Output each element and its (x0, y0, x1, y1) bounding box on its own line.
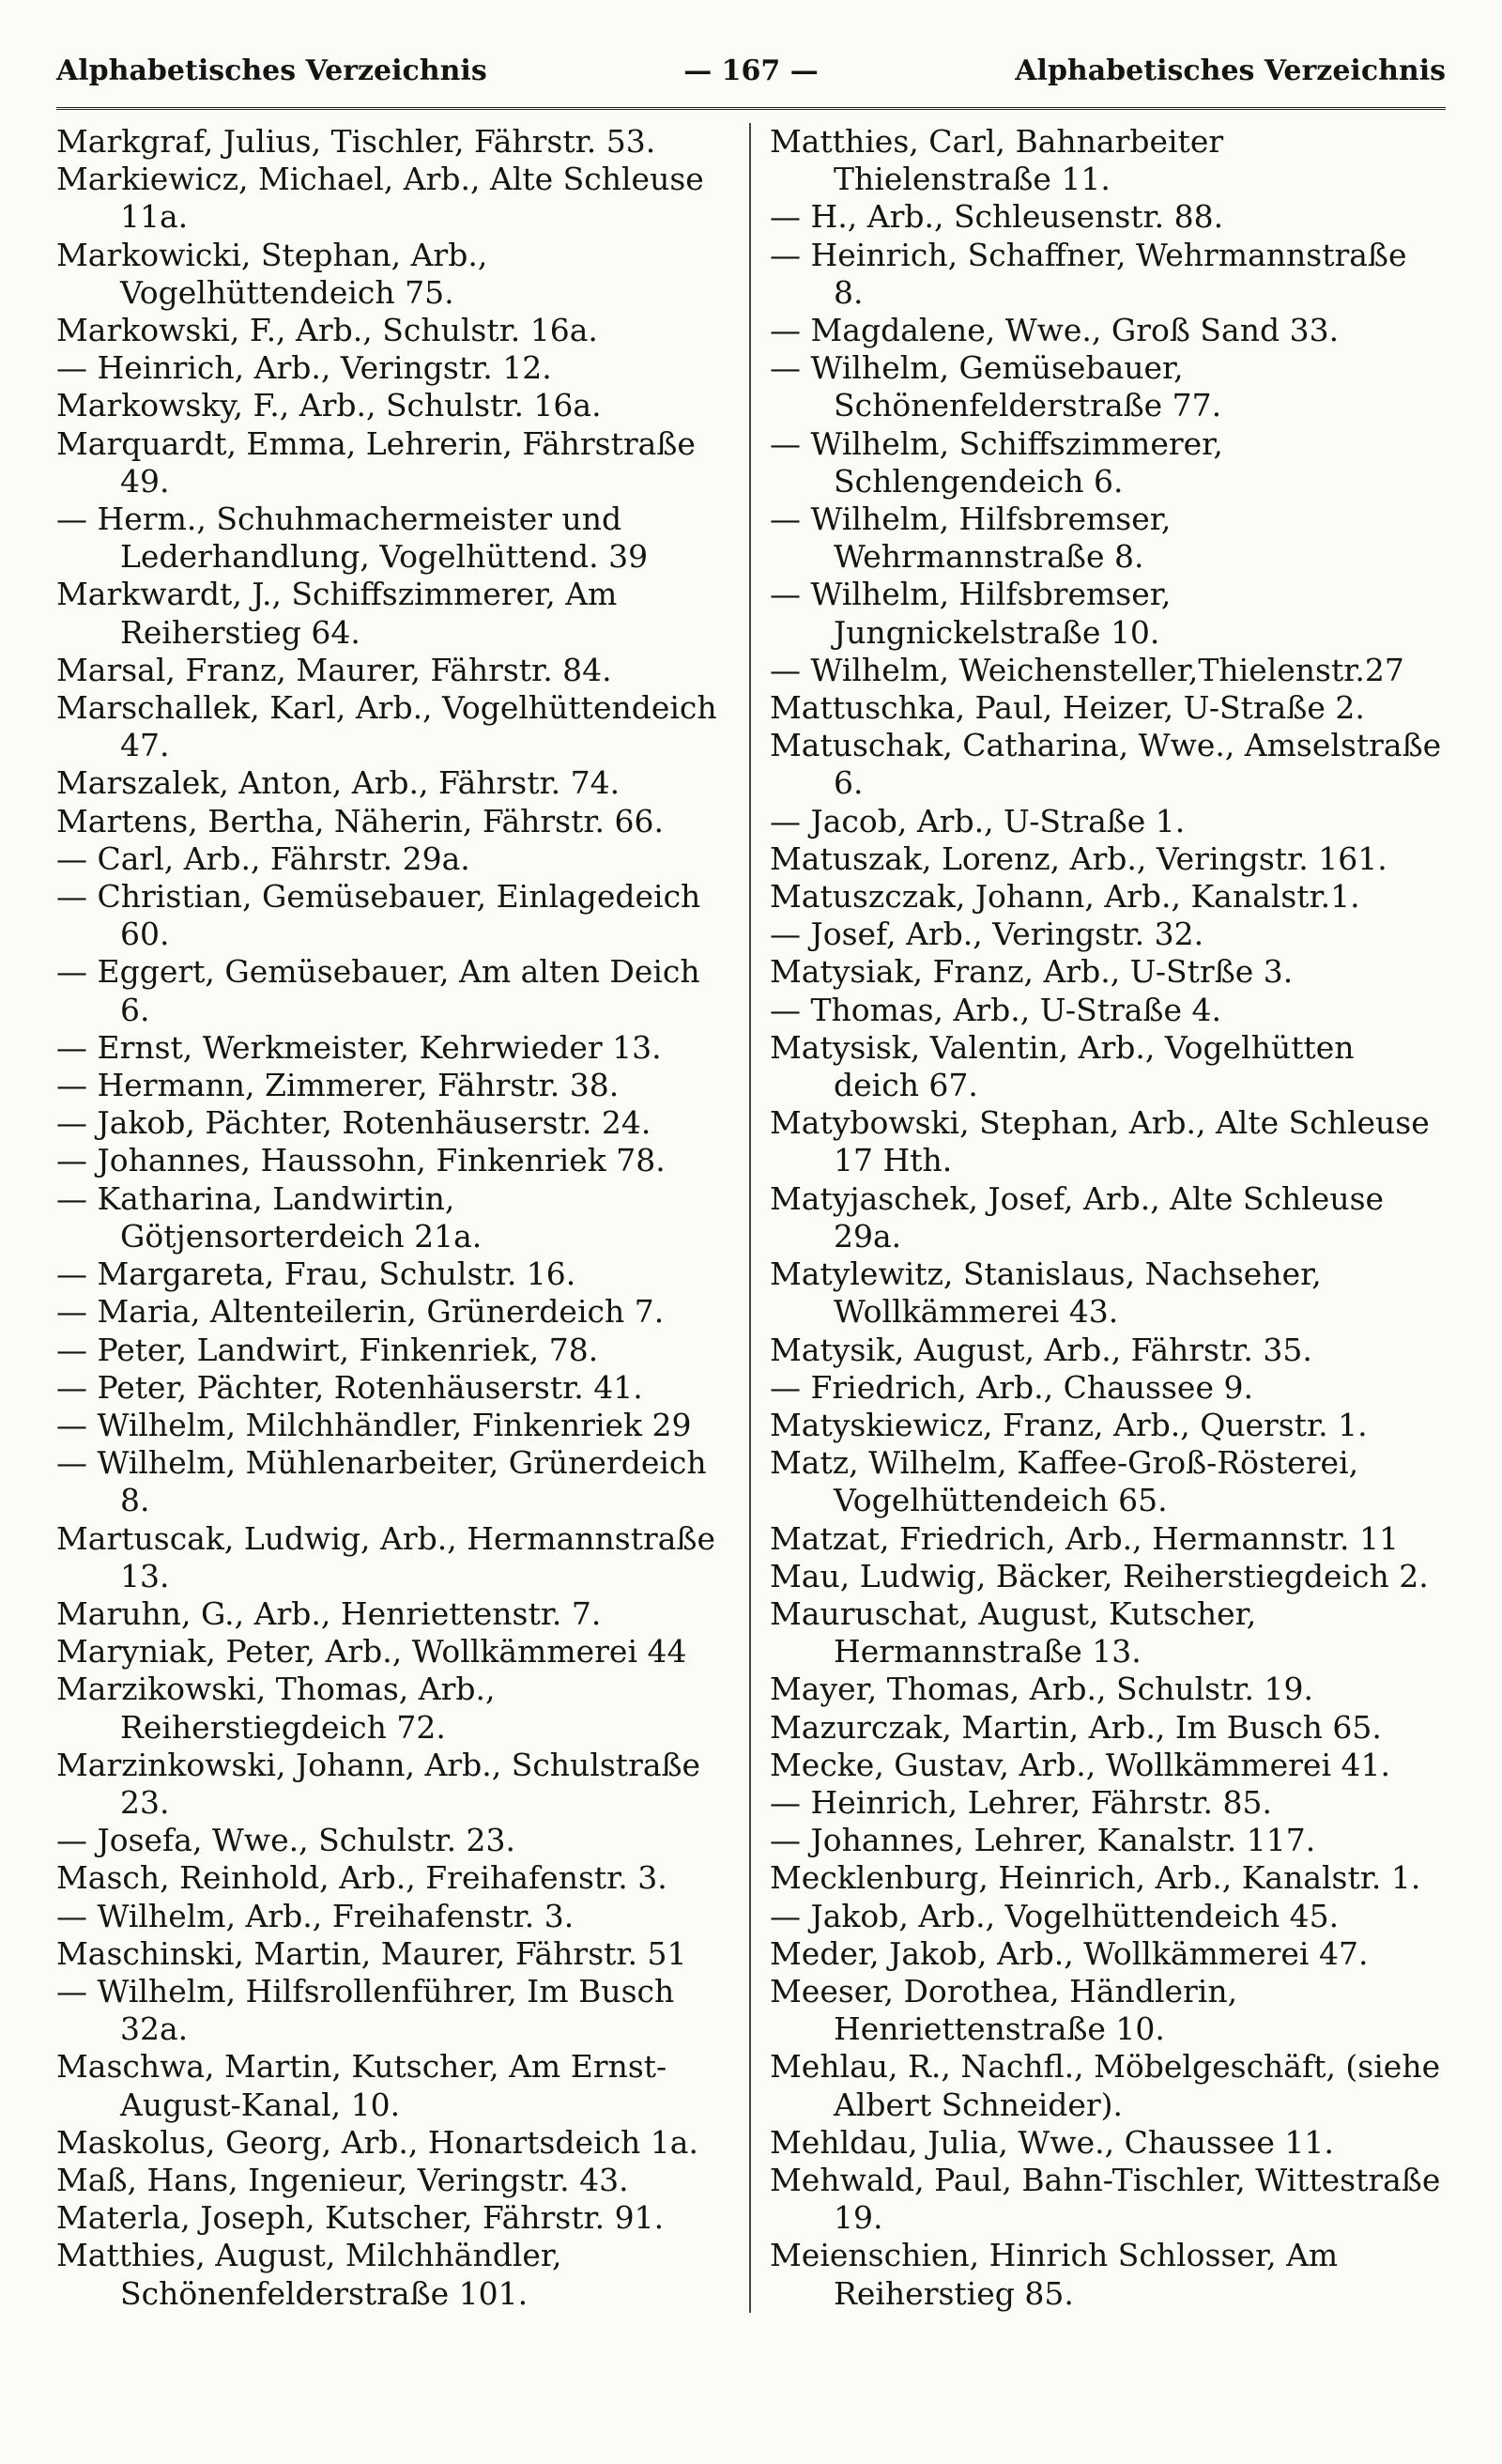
directory-entry: Matylewitz, Stanislaus, Nachseher, Wollkämmerei 43. (770, 1255, 1322, 1331)
directory-entry: — Wilhelm, Gemüsebauer, Schönenfelderstraße 77. (770, 349, 1222, 424)
directory-entry: — Peter, Landwirt, Finkenriek, 78. (56, 1331, 599, 1368)
directory-entry: — Wilhelm, Weichensteller,Thielenstr.27 (770, 651, 1404, 688)
directory-entry: Mau, Ludwig, Bäcker, Reiherstiegdeich 2. (770, 1557, 1429, 1594)
directory-entry: Marsal, Franz, Maurer, Fährstr. 84. (56, 651, 612, 688)
left-column (56, 123, 751, 2313)
directory-entry: — Wilhelm, Milchhändler, Finkenriek 29 (56, 1406, 692, 1443)
directory-entry: Mecke, Gustav, Arb., Wollkämmerei 41. (770, 1746, 1390, 1783)
directory-entry: Matybowski, Stephan, Arb., Alte Schleuse 17 Hth. (770, 1104, 1430, 1179)
directory-entry: — Herm., Schuhmachermeister und Lederhandlung, Vogelhüttend. 39 (56, 500, 649, 576)
directory-entry: Maß, Hans, Ingenieur, Veringstr. 43. (56, 2161, 629, 2198)
directory-entry: Marzikowski, Thomas, Arb., Reiherstiegdeich 72. (56, 1671, 496, 1746)
directory-entry: Matysiak, Franz, Arb., U-Strße 3. (770, 953, 1294, 991)
directory-entry: — Katharina, Landwirtin, Götjensorterdeich 21a. (56, 1179, 483, 1255)
directory-entry: Masch, Reinhold, Arb., Freihafenstr. 3. (56, 1859, 667, 1897)
directory-entry: — H., Arb., Schleusenstr. 88. (770, 198, 1224, 236)
directory-entry: — Maria, Altenteilerin, Grünerdeich 7. (56, 1293, 665, 1331)
directory-entry: — Wilhelm, Arb., Freihafenstr. 3. (56, 1897, 575, 1934)
directory-entry: Mattuschka, Paul, Heizer, U-Straße 2. (770, 689, 1365, 727)
directory-entry: — Ernst, Werkmeister, Kehrwieder 13. (56, 1028, 662, 1066)
header-title-left: Alphabetisches Verzeichnis (56, 54, 487, 87)
directory-entry: Maruhn, G., Arb., Henriettenstr. 7. (56, 1594, 602, 1632)
directory-entry: Martuscak, Ludwig, Arb., Hermannstraße 13. (56, 1519, 715, 1594)
directory-entry: — Margareta, Frau, Schulstr. 16. (56, 1255, 576, 1293)
right-column (751, 123, 1446, 2313)
directory-entry: Matyskiewicz, Franz, Arb., Querstr. 1. (770, 1406, 1368, 1443)
directory-entry: Mayer, Thomas, Arb., Schulstr. 19. (770, 1671, 1313, 1708)
directory-entry: Markwardt, J., Schiffszimmerer, Am Reiherstieg 64. (56, 576, 618, 651)
directory-entry: — Johannes, Haussohn, Finkenriek 78. (56, 1142, 666, 1179)
directory-entry: Materla, Joseph, Kutscher, Fährstr. 91. (56, 2199, 665, 2237)
directory-entry: Matzat, Friedrich, Arb., Hermannstr. 11 (770, 1519, 1400, 1557)
directory-entry: — Wilhelm, Hilfsbremser, Jungnickelstraße 10. (770, 576, 1172, 651)
directory-entry: — Magdalene, Wwe., Groß Sand 33. (770, 312, 1340, 349)
directory-entry: — Christian, Gemüsebauer, Einlagedeich 60. (56, 878, 701, 953)
directory-entry: — Josef, Arb., Veringstr. 32. (770, 916, 1204, 953)
directory-entry: Mecklenburg, Heinrich, Arb., Kanalstr. 1. (770, 1859, 1421, 1897)
directory-entry: Marszalek, Anton, Arb., Fährstr. 74. (56, 764, 621, 802)
page-header (56, 54, 1446, 96)
directory-entry: Maschwa, Martin, Kutscher, Am Ernst-August-Kanal, 10. (56, 2048, 667, 2123)
directory-entry: Maryniak, Peter, Arb., Wollkämmerei 44 (56, 1633, 687, 1671)
directory-entry: Marquardt, Emma, Lehrerin, Fährstraße 49. (56, 424, 696, 500)
directory-entry: Mehlau, R., Nachfl., Möbelgeschäft, (siehe Albert Schneider). (770, 2048, 1441, 2123)
directory-entry: Matysik, August, Arb., Fährstr. 35. (770, 1331, 1312, 1368)
directory-entry: — Wilhelm, Hilfsbremser, Wehrmannstraße 8. (770, 500, 1172, 576)
directory-entry: Marzinkowski, Johann, Arb., Schulstraße 23. (56, 1746, 701, 1821)
directory-entry: Meder, Jakob, Arb., Wollkämmerei 47. (770, 1934, 1369, 1972)
directory-entry: Mauruschat, August, Kutscher, Hermannstraße 13. (770, 1594, 1257, 1671)
directory-entry: Matyjaschek, Josef, Arb., Alte Schleuse 29a. (770, 1179, 1385, 1255)
directory-entry: Markowsky, F., Arb., Schulstr. 16a. (56, 387, 602, 424)
directory-entry: Markowski, F., Arb., Schulstr. 16a. (56, 312, 598, 349)
directory-entry: Meeser, Dorothea, Händlerin, Henriettenstraße 10. (770, 1972, 1238, 2048)
directory-entry: — Heinrich, Schaffner, Wehrmannstraße 8. (770, 236, 1407, 311)
directory-entry: — Jakob, Pächter, Rotenhäuserstr. 24. (56, 1104, 651, 1142)
directory-entry: Marschallek, Karl, Arb., Vogelhüttendeich 47. (56, 689, 717, 764)
directory-entry: — Heinrich, Arb., Veringstr. 12. (56, 349, 552, 387)
directory-entry: Mehwald, Paul, Bahn-Tischler, Wittestraße 19. (770, 2161, 1441, 2237)
directory-entry: — Jakob, Arb., Vogelhüttendeich 45. (770, 1897, 1340, 1934)
directory-entry: Mehldau, Julia, Wwe., Chaussee 11. (770, 2123, 1334, 2161)
directory-entry: — Thomas, Arb., U-Straße 4. (770, 991, 1221, 1028)
directory-entry: Maskolus, Georg, Arb., Honartsdeich 1a. (56, 2123, 698, 2161)
header-rule (56, 107, 1446, 110)
directory-entry: — Heinrich, Lehrer, Fährstr. 85. (770, 1783, 1272, 1821)
directory-entry: — Friedrich, Arb., Chaussee 9. (770, 1368, 1253, 1406)
directory-entry: — Josefa, Wwe., Schulstr. 23. (56, 1822, 516, 1859)
directory-entry: — Carl, Arb., Fährstr. 29a. (56, 839, 470, 877)
header-title-right: Alphabetisches Verzeichnis (1015, 54, 1446, 87)
directory-entry: — Eggert, Gemüsebauer, Am alten Deich 6. (56, 953, 700, 1028)
directory-entry: — Wilhelm, Hilfsrollenführer, Im Busch 32a. (56, 1972, 675, 2048)
directory-entry: Maschinski, Martin, Maurer, Fährstr. 51 (56, 1934, 687, 1972)
directory-entry: — Wilhelm, Mühlenarbeiter, Grünerdeich 8. (56, 1444, 707, 1519)
directory-entry: Matuszczak, Johann, Arb., Kanalstr.1. (770, 878, 1360, 916)
directory-entry: Markiewicz, Michael, Arb., Alte Schleuse 11a. (56, 161, 704, 236)
directory-entry: Matthies, August, Milchhändler, Schönenfelderstraße 101. (56, 2237, 562, 2312)
directory-entry: Markgraf, Julius, Tischler, Fährstr. 53. (56, 123, 656, 160)
directory-entry: — Wilhelm, Schiffszimmerer, Schlengendeich 6. (770, 424, 1223, 500)
directory-entry: Matthies, Carl, Bahnarbeiter Thielenstraße 11. (770, 123, 1224, 198)
directory-entry: — Hermann, Zimmerer, Fährstr. 38. (56, 1067, 620, 1104)
directory-entry: Matuschak, Catharina, Wwe., Amselstraße 6. (770, 727, 1442, 802)
directory-entry: — Johannes, Lehrer, Kanalstr. 117. (770, 1822, 1316, 1859)
directory-entry: Matz, Wilhelm, Kaffee-Groß-Rösterei, Vogelhüttendeich 65. (770, 1444, 1359, 1519)
directory-entry: Mazurczak, Martin, Arb., Im Busch 65. (770, 1708, 1382, 1746)
directory-entry: — Peter, Pächter, Rotenhäuserstr. 41. (56, 1368, 643, 1406)
directory-entry: Martens, Bertha, Näherin, Fährstr. 66. (56, 802, 664, 839)
page-number: — 167 — (683, 54, 819, 87)
directory-entry: Markowicki, Stephan, Arb., Vogelhüttendeich 75. (56, 236, 488, 311)
directory-entry: Matuszak, Lorenz, Arb., Veringstr. 161. (770, 839, 1387, 877)
directory-entry: Matysisk, Valentin, Arb., Vogelhütten deich 67. (770, 1028, 1355, 1104)
directory-entry: Meienschien, Hinrich Schlosser, Am Reiherstieg 85. (770, 2237, 1339, 2312)
directory-entry: — Jacob, Arb., U-Straße 1. (770, 802, 1186, 839)
directory-columns (56, 123, 1446, 2313)
